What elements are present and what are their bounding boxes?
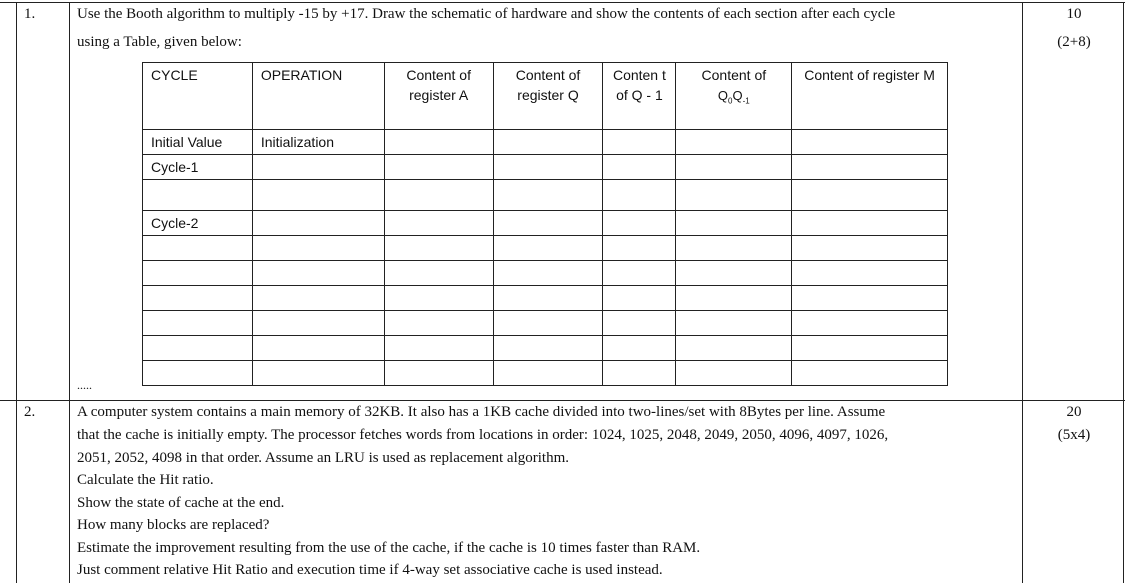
operation-cell: [252, 336, 384, 361]
operation-cell: [252, 286, 384, 311]
operation-cell: [252, 155, 384, 180]
operation-cell: [252, 361, 384, 386]
header-register-q: Content of register Q: [493, 63, 603, 130]
question-2-line: 2051, 2052, 4098 in that order. Assume an LRU is used as replacement algorithm.: [77, 450, 569, 466]
booth-table: [142, 62, 948, 386]
right-border: [1123, 2, 1124, 583]
question-2-number: 2.: [24, 404, 36, 420]
question-1-marks-total: 10: [1066, 6, 1082, 22]
operation-cell: [252, 180, 384, 211]
header-q0-q-minus-1-prefix: Content of: [701, 67, 767, 83]
header-q0-q-minus-1: [676, 63, 792, 130]
booth-table-header-row: [143, 63, 948, 130]
cycle-cell: Cycle-1: [143, 155, 253, 180]
table-row: [143, 180, 948, 211]
header-register-a: Content of register A: [384, 63, 493, 130]
marks-column-border: [1022, 2, 1023, 583]
table-row: [143, 361, 948, 386]
question-2-line: How many blocks are replaced?: [77, 517, 270, 533]
operation-cell: [252, 261, 384, 286]
question-2-line: A computer system contains a main memory of 32KB. It also has a 1KB cache divided into two-lines/set with 8Bytes per line. Assume: [77, 404, 886, 420]
header-operation: OPERATION: [252, 63, 384, 130]
header-q0-q-minus-1-symbol: $Q_0Q_{-1}$: [717, 88, 750, 106]
question-2-line: Show the state of cache at the end.: [77, 495, 285, 511]
table-row: [143, 236, 948, 261]
cycle-cell: Initial Value: [143, 130, 253, 155]
question-1-ellipsis: .....: [77, 378, 92, 392]
question-1-number: 1.: [24, 6, 36, 22]
question-2-line: Calculate the Hit ratio.: [77, 472, 214, 488]
cycle-cell: [143, 261, 253, 286]
table-row: [143, 286, 948, 311]
table-row: [143, 155, 948, 180]
question-divider: [0, 400, 1125, 401]
number-column-border: [69, 2, 70, 583]
header-q-minus-1: Conten t of Q - 1: [603, 63, 676, 130]
left-border: [16, 2, 17, 583]
question-2-line: Estimate the improvement resulting from the use of the cache, if the cache is 10 times faster than RAM.: [77, 540, 701, 556]
top-border: [0, 2, 1125, 3]
question-1-text-line-2: using a Table, given below:: [77, 34, 242, 50]
cycle-cell: [143, 336, 253, 361]
question-1-text-line-1: Use the Booth algorithm to multiply -15 by +17. Draw the schematic of hardware and show the contents of each section after each cycle: [77, 6, 896, 22]
question-1-marks-split: (2+8): [1057, 34, 1091, 50]
operation-cell: [252, 236, 384, 261]
table-row: [143, 311, 948, 336]
question-2-marks-total: 20: [1066, 404, 1082, 420]
header-register-m: Content of register M: [792, 63, 948, 130]
question-2-marks-split: (5x4): [1057, 427, 1091, 443]
table-row: [143, 261, 948, 286]
table-row: [143, 211, 948, 236]
operation-cell: [252, 211, 384, 236]
header-cycle: CYCLE: [143, 63, 253, 130]
operation-cell: [252, 311, 384, 336]
cycle-cell: [143, 236, 253, 261]
cycle-cell: [143, 286, 253, 311]
question-2-line: that the cache is initially empty. The processor fetches words from locations in order: 1024, 1025, 2048, 2049, 2050, 4096, 4097, 1026,: [77, 427, 889, 443]
cycle-cell: [143, 180, 253, 211]
cycle-cell: [143, 311, 253, 336]
cycle-cell: Cycle-2: [143, 211, 253, 236]
operation-cell: Initialization: [252, 130, 384, 155]
cycle-cell: [143, 361, 253, 386]
table-row: [143, 336, 948, 361]
table-row: [143, 130, 948, 155]
question-2-line: Just comment relative Hit Ratio and execution time if 4-way set associative cache is used instead.: [77, 562, 663, 578]
